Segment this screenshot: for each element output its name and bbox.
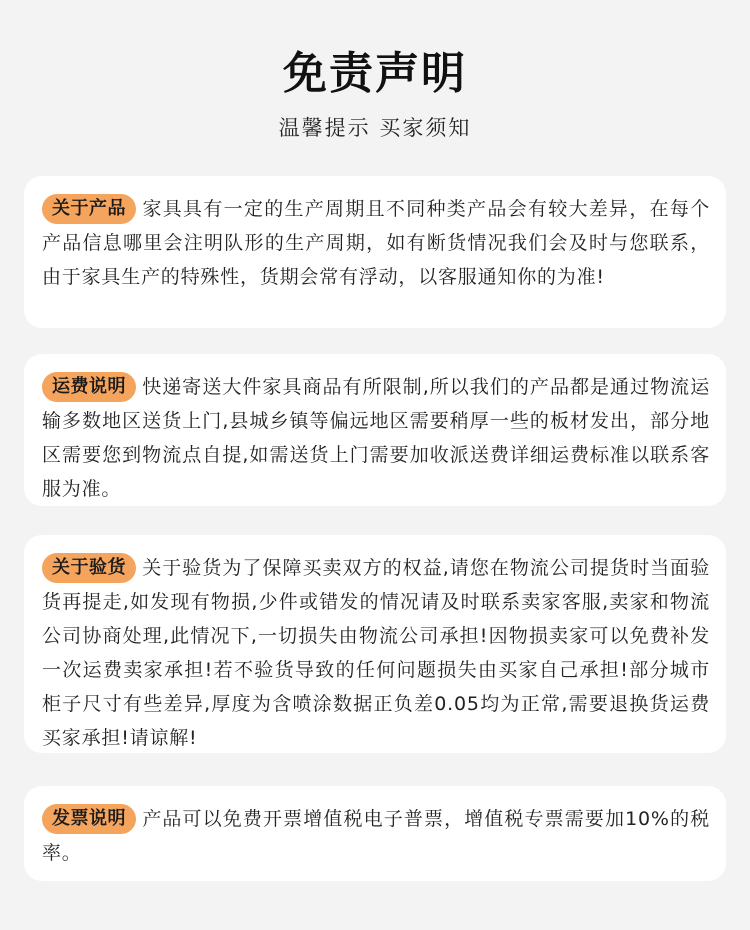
section-badge: 关于产品 — [42, 194, 136, 224]
section-badge: 运费说明 — [42, 372, 136, 402]
section-card-inspection — [24, 535, 726, 753]
page-title: 免责声明 — [283, 48, 467, 99]
page-subtitle: 温馨提示 买家须知 — [278, 116, 472, 140]
section-text: 产品可以免费开票增值税电子普票，增值税专票需要加10%的税率。 — [42, 808, 710, 864]
section-text: 快递寄送大件家具商品有所限制,所以我们的产品都是通过物流运输多数地区送货上门,县城乡镇等偏远地区需要稍厚一些的板材发出，部分地区需要您到物流点自提,如需送货上门需要加收派送费详细运费标准以联系客服为准。 — [42, 376, 710, 500]
section-body — [42, 802, 710, 870]
section-card-product — [24, 176, 726, 328]
section-text: 关于验货为了保障买卖双方的权益,请您在物流公司提货时当面验货再提走,如发现有物损,少件或错发的情况请及时联系卖家客服,卖家和物流公司协商处理,此情况下,一切损失由物流公司承担!因物损卖家可以免费补发一次运费卖家承担!若不验货导致的任何问题损失由买家自己承担!部分城市柜子尺寸有些差异,厚度为含喷涂数据正负差0.05均为正常,需要退换货运费买家承担!请谅解! — [42, 557, 710, 749]
section-body — [42, 192, 710, 294]
section-body — [42, 370, 710, 506]
section-badge: 关于验货 — [42, 553, 136, 583]
section-body — [42, 551, 710, 755]
section-card-shipping — [24, 354, 726, 506]
section-text: 家具具有一定的生产周期且不同种类产品会有较大差异，在每个产品信息哪里会注明队形的生产周期，如有断货情况我们会及时与您联系，由于家具生产的特殊性，货期会常有浮动，以客服通知你的为准! — [42, 198, 710, 288]
section-badge: 发票说明 — [42, 804, 136, 834]
section-card-invoice — [24, 786, 726, 881]
